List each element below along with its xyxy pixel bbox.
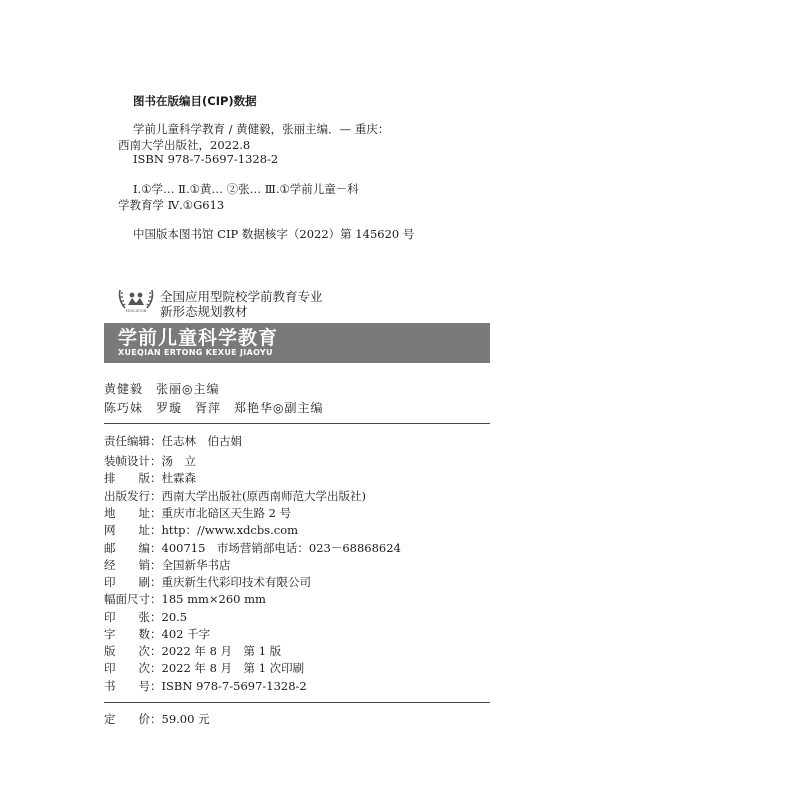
info-row [104, 609, 187, 625]
info-row [104, 433, 242, 449]
series-name: 全国应用型院校学前教育专业 [160, 289, 323, 304]
info-row [104, 470, 196, 486]
info-value: 重庆市北碚区天生路 2 号 [161, 506, 292, 520]
cip-isbn-line: ISBN 978-7-5697-1328-2 [133, 152, 279, 166]
info-label: 出版发行： [104, 489, 162, 503]
info-row [104, 626, 210, 642]
cip-record-number: 中国版本图书馆 CIP 数据核字（2022）第 145620 号 [133, 227, 415, 241]
info-label: 印 张： [104, 610, 162, 624]
cip-classification-line: Ⅰ.①学… Ⅱ.①黄… ②张… Ⅲ.①学前儿童－科 [133, 182, 359, 196]
chief-editors: 黄健毅 张丽◎主编 [104, 382, 220, 396]
info-value: 20.5 [161, 610, 188, 624]
info-value: 400715 市场营销部电话：023－68868624 [161, 541, 401, 555]
info-row [104, 505, 291, 521]
info-label: 字 数： [104, 627, 162, 641]
info-label: 印 次： [104, 661, 162, 675]
info-row [104, 488, 366, 504]
divider-top [104, 423, 490, 424]
info-row [104, 557, 231, 573]
info-value: 任志林 伯古娟 [161, 434, 242, 448]
info-value: 汤 立 [161, 454, 196, 468]
book-title: 学前儿童科学教育 [118, 327, 279, 349]
info-row [104, 660, 304, 676]
info-value: http：//www.xdcbs.com [161, 523, 299, 537]
info-value: 2022 年 8 月 第 1 次印刷 [161, 661, 305, 675]
cip-classification-line-2: 学教育学 Ⅳ.①G613 [118, 198, 225, 212]
associate-editors: 陈巧妹 罗璇 胥萍 郑艳华◎副主编 [104, 401, 324, 415]
info-row [104, 574, 311, 590]
series-subtitle: 新形态规划教材 [160, 304, 248, 319]
info-value: 西南大学出版社(原西南师范大学出版社) [161, 489, 366, 503]
info-row [104, 643, 281, 659]
info-row [104, 591, 266, 607]
info-value: 185 mm×260 mm [161, 592, 266, 606]
info-value: 杜霖森 [161, 471, 196, 485]
info-value: 402 千字 [161, 627, 211, 641]
price-row [104, 711, 210, 727]
info-label: 邮 编： [104, 541, 162, 555]
info-label: 版 次： [104, 644, 162, 658]
logo-caption: EDUCATION [125, 309, 147, 313]
info-row [104, 678, 307, 694]
info-label: 责任编辑： [104, 434, 162, 448]
cip-title-line: 学前儿童科学教育 / 黄健毅，张丽主编．— 重庆： [133, 122, 390, 136]
cip-heading: 图书在版编目(CIP)数据 [133, 94, 257, 108]
info-label: 印 刷： [104, 575, 162, 589]
info-label: 排 版： [104, 471, 162, 485]
education-emblem-icon [117, 287, 155, 313]
info-row [104, 453, 196, 469]
price-value: 59.00 元 [161, 712, 210, 726]
price-label: 定 价： [104, 712, 162, 726]
info-label: 装帧设计： [104, 454, 162, 468]
info-label: 网 址： [104, 523, 162, 537]
info-row [104, 540, 401, 556]
info-value: 全国新华书店 [161, 558, 231, 572]
info-label: 幅面尺寸： [104, 592, 162, 606]
divider-bottom [104, 702, 490, 703]
cip-publisher-line: 西南大学出版社，2022.8 [118, 138, 251, 152]
info-row [104, 522, 298, 538]
book-title-pinyin: XUEQIAN ERTONG KEXUE JIAOYU [118, 348, 273, 357]
info-value: 重庆新生代彩印技术有限公司 [161, 575, 311, 589]
info-label: 书 号： [104, 679, 162, 693]
info-label: 经 销： [104, 558, 162, 572]
info-value: ISBN 978-7-5697-1328-2 [161, 679, 307, 693]
info-value: 2022 年 8 月 第 1 版 [161, 644, 282, 658]
info-label: 地 址： [104, 506, 162, 520]
